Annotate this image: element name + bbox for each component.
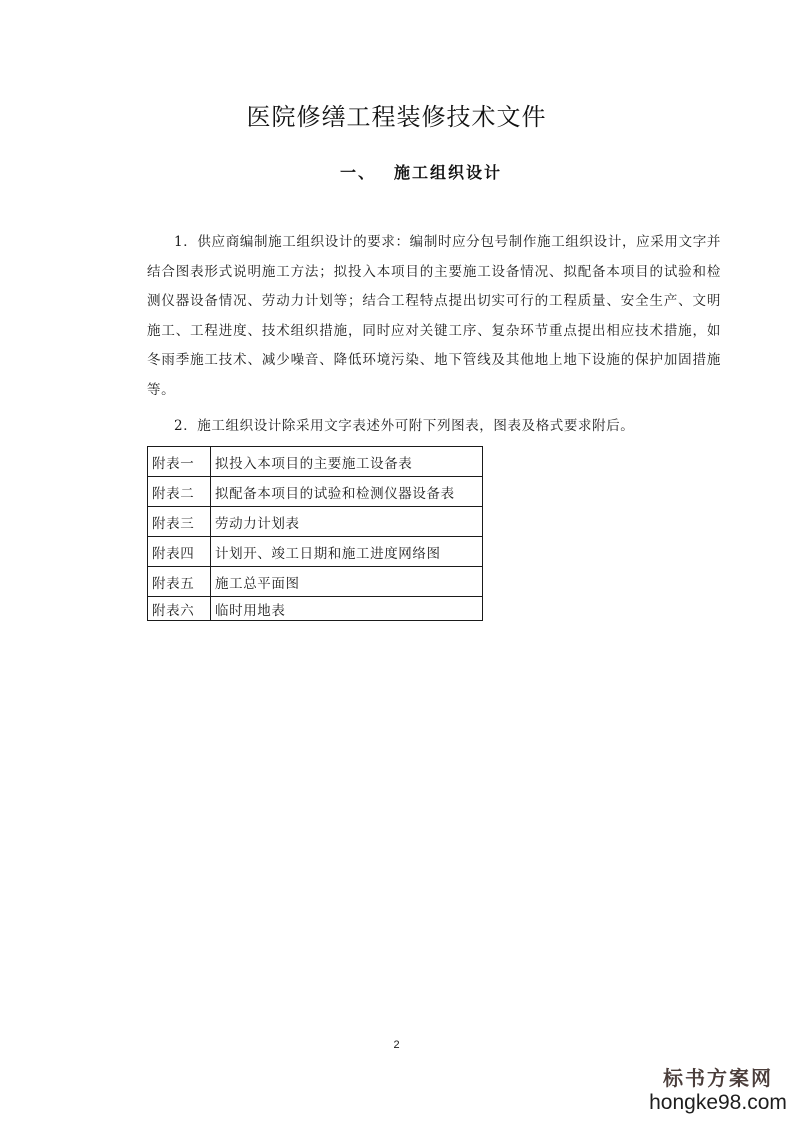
appendix-label: 附表三 — [148, 507, 211, 537]
appendix-label: 附表一 — [148, 447, 211, 477]
appendix-label: 附表六 — [148, 597, 211, 621]
site-watermark — [648, 1066, 788, 1116]
table-row — [148, 537, 483, 567]
appendix-title: 施工总平面图 — [211, 567, 483, 597]
appendix-title: 拟配备本项目的试验和检测仪器设备表 — [211, 477, 483, 507]
watermark-url: hongke98.com — [649, 1091, 787, 1114]
appendix-title: 临时用地表 — [211, 597, 483, 621]
table-row — [148, 447, 483, 477]
table-row — [148, 597, 483, 621]
section-number: 一、 — [340, 163, 377, 182]
appendix-label: 附表四 — [148, 537, 211, 567]
appendix-title: 计划开、竣工日期和施工进度网络图 — [211, 537, 483, 567]
table-row — [148, 507, 483, 537]
appendix-title: 劳动力计划表 — [211, 507, 483, 537]
table-row — [148, 477, 483, 507]
appendix-title: 拟投入本项目的主要施工设备表 — [211, 447, 483, 477]
table-row — [148, 567, 483, 597]
section-heading-text: 施工组织设计 — [394, 163, 503, 182]
watermark-site-name: 标书方案网 — [663, 1066, 773, 1090]
appendix-label: 附表二 — [148, 477, 211, 507]
page-title: 医院修缮工程装修技术文件 — [246, 103, 547, 131]
paragraph-requirements: 1．供应商编制施工组织设计的要求：编制时应分包号制作施工组织设计，应采用文字并结合图表形式说明施工方法；拟投入本项目的主要施工设备情况、拟配备本项目的试验和检测仪器设备情况、劳动力计划等；结合工程特点提出切实可行的工程质量、安全生产、文明施工、工程进度、技术组织措施，同时应对关键工序、复杂环节重点提出相应技术措施，如冬雨季施工技术、减少噪音、降低环境污染、地下管线及其他地上地下设施的保护加固措施等。 — [147, 234, 721, 398]
appendix-table — [147, 446, 483, 621]
appendix-label: 附表五 — [148, 567, 211, 597]
section-heading — [340, 160, 502, 186]
page-number: 2 — [393, 1039, 400, 1051]
paragraph-attachments: 2．施工组织设计除采用文字表述外可附下列图表，图表及格式要求附后。 — [174, 418, 635, 434]
